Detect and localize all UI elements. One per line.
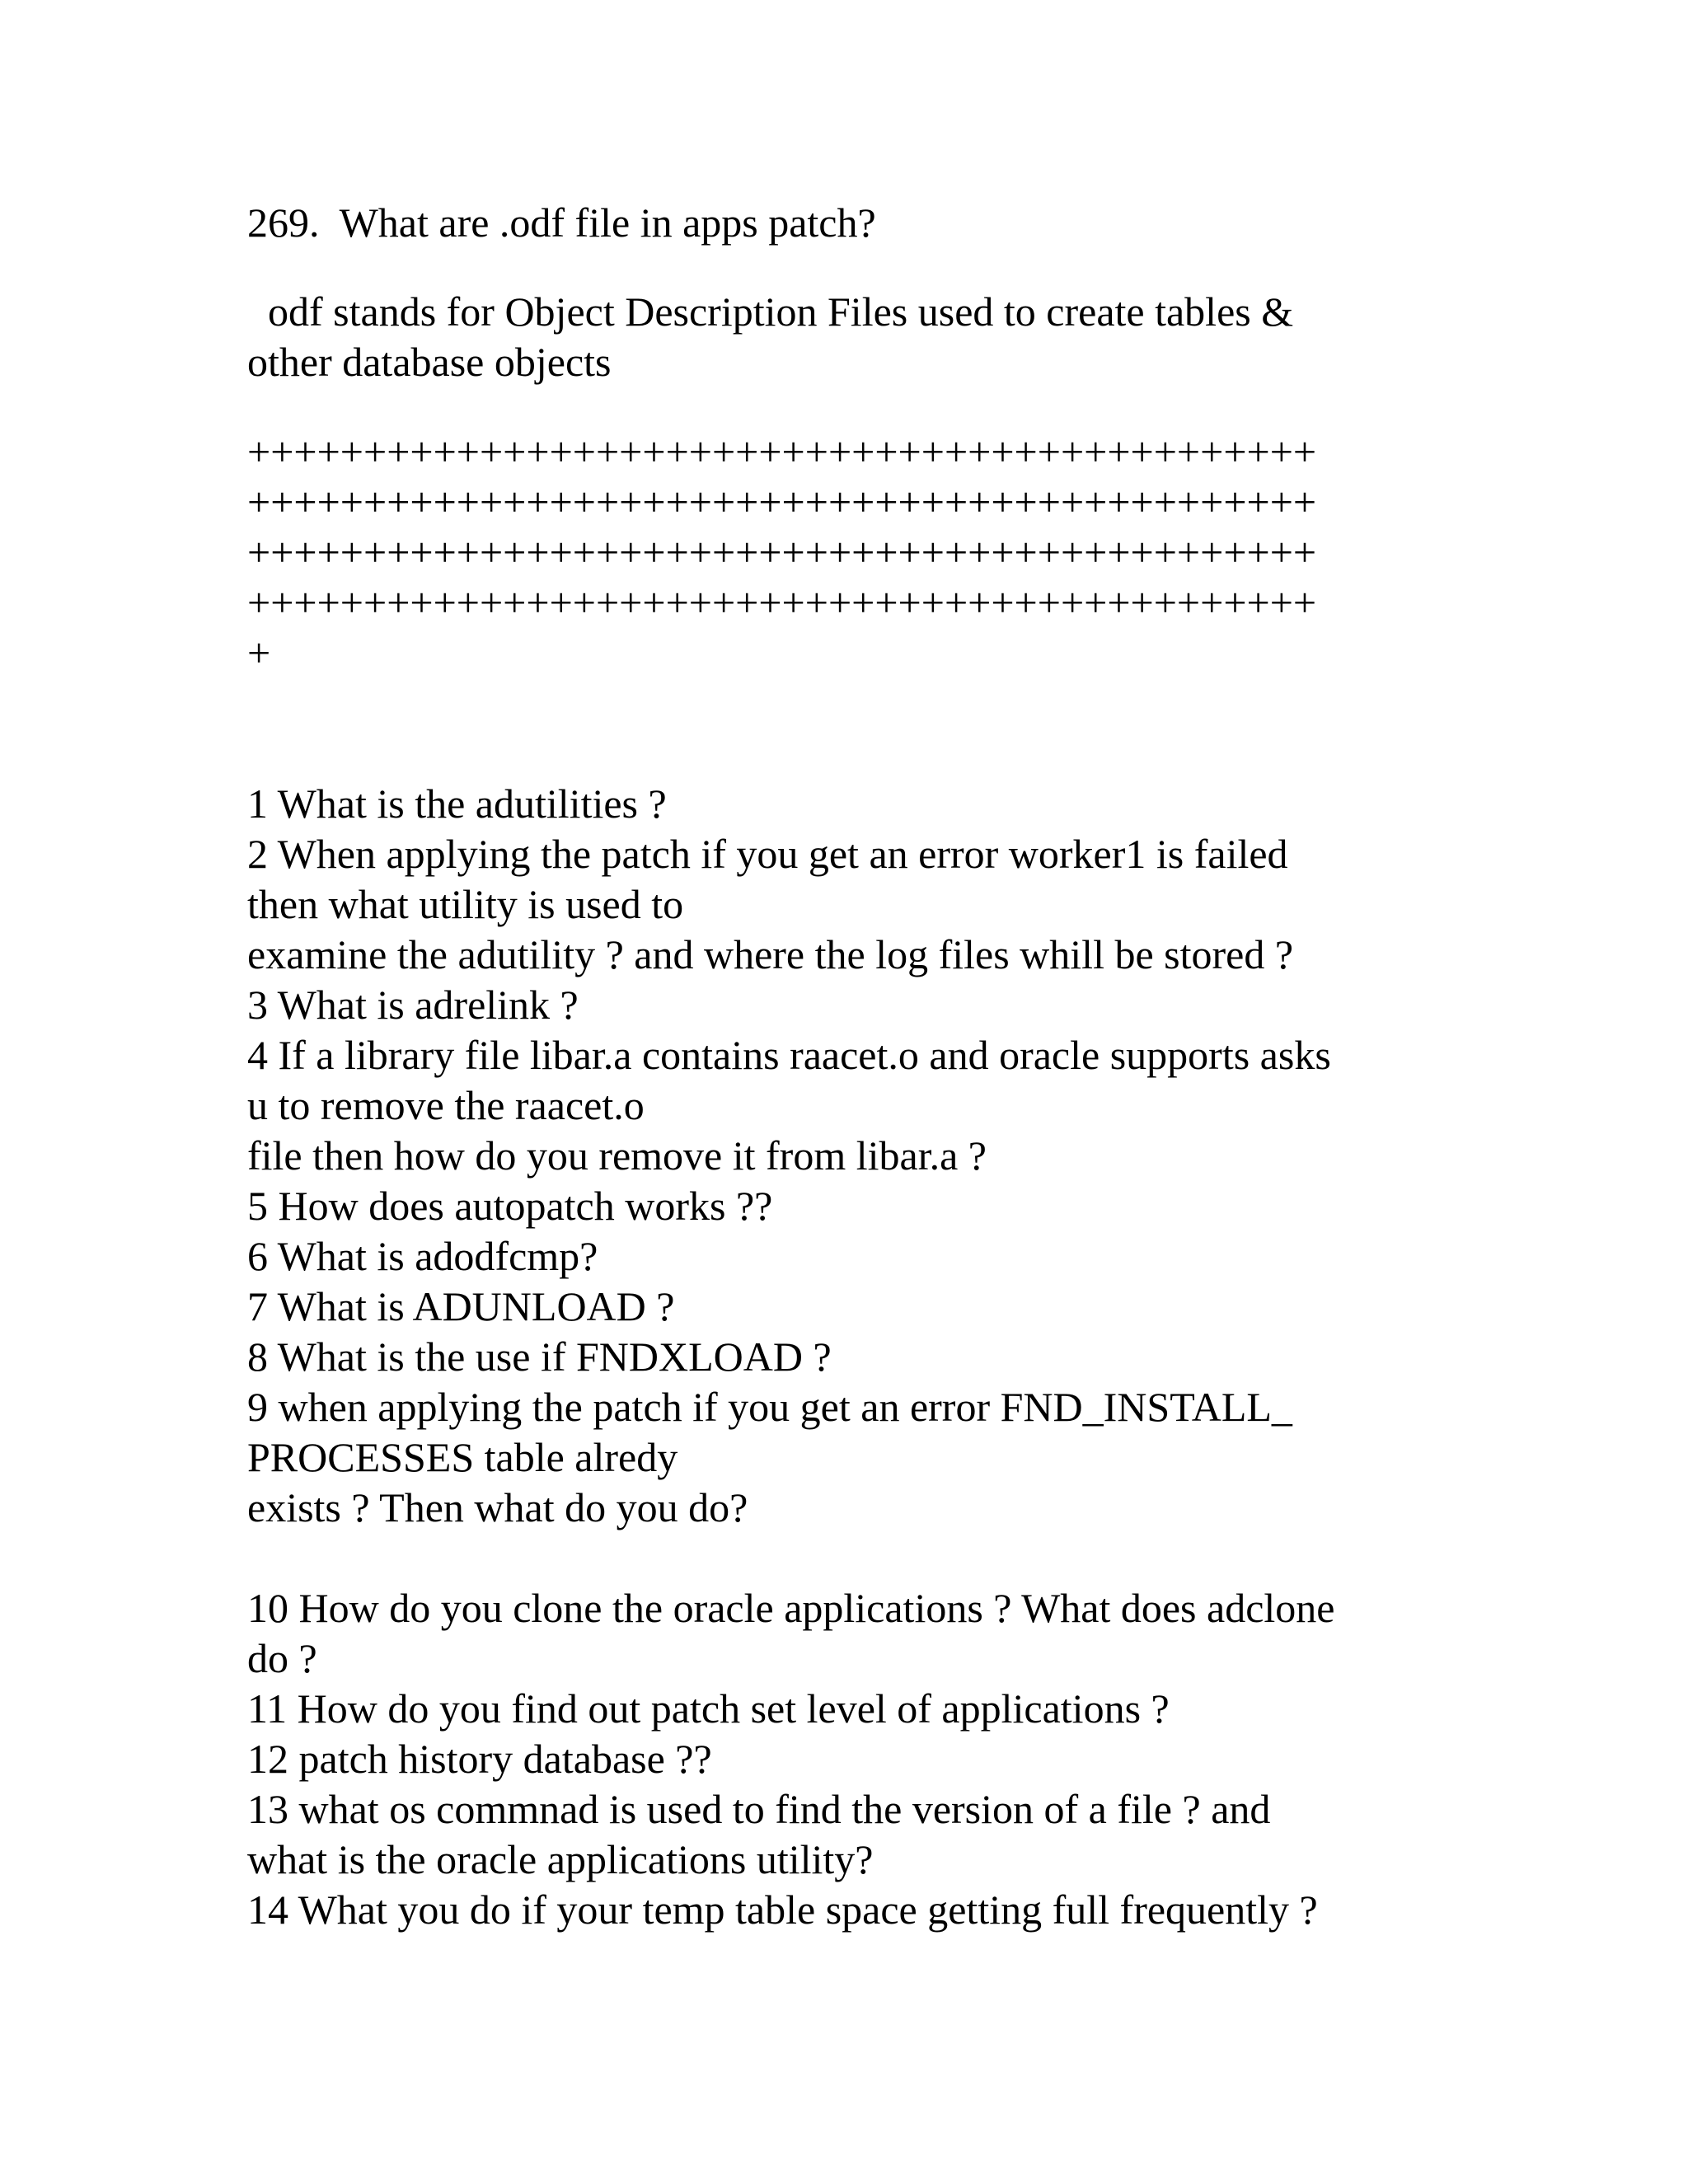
question-heading: 269. What are .odf file in apps patch? bbox=[247, 199, 876, 246]
question-line: 7 What is ADUNLOAD ? bbox=[247, 1283, 675, 1329]
question-line: 10 How do you clone the oracle applications ? What does adclone bbox=[247, 1585, 1335, 1631]
question-line: then what utility is used to bbox=[247, 881, 684, 927]
question-line: 8 What is the use if FNDXLOAD ? bbox=[247, 1333, 832, 1380]
question-line: 6 What is adodfcmp? bbox=[247, 1233, 598, 1279]
question-line: do ? bbox=[247, 1635, 317, 1681]
separator-line: ++++++++++++++++++++++++++++++++++++++++++++++ bbox=[247, 429, 1317, 475]
question-line: what is the oracle applications utility? bbox=[247, 1836, 874, 1882]
answer-line: other database objects bbox=[247, 339, 612, 385]
question-line: 9 when applying the patch if you get an error FND_INSTALL_ bbox=[247, 1384, 1292, 1430]
answer-paragraph bbox=[247, 287, 1467, 387]
question-line: 2 When applying the patch if you get an error worker1 is failed bbox=[247, 831, 1288, 877]
question-line: 5 How does autopatch works ?? bbox=[247, 1183, 773, 1229]
plus-separator bbox=[247, 427, 1484, 678]
question-line: 3 What is adrelink ? bbox=[247, 982, 579, 1028]
question-line: 11 How do you find out patch set level of applications ? bbox=[247, 1685, 1170, 1732]
question-line: 12 patch history database ?? bbox=[247, 1736, 712, 1782]
question-line: PROCESSES table alredy bbox=[247, 1434, 678, 1480]
question-line: 4 If a library file libar.a contains raacet.o and oracle supports asks bbox=[247, 1032, 1331, 1078]
question-line: examine the adutility ? and where the log files whill be stored ? bbox=[247, 931, 1294, 977]
separator-line: ++++++++++++++++++++++++++++++++++++++++++++++ bbox=[247, 479, 1317, 525]
question-line: u to remove the raacet.o bbox=[247, 1082, 645, 1128]
question-line: exists ? Then what do you do? bbox=[247, 1484, 748, 1530]
question-line: file then how do you remove it from libar.a ? bbox=[247, 1132, 987, 1179]
question-list bbox=[247, 779, 1484, 1935]
separator-line: ++++++++++++++++++++++++++++++++++++++++++++++ bbox=[247, 529, 1317, 575]
question-line: 13 what os commnad is used to find the version of a file ? and bbox=[247, 1786, 1271, 1832]
separator-line: ++++++++++++++++++++++++++++++++++++++++++++++ bbox=[247, 579, 1317, 626]
blank-line bbox=[247, 1533, 1484, 1583]
question-line: 14 What you do if your temp table space getting full frequently ? bbox=[247, 1886, 1318, 1933]
answer-line: odf stands for Object Description Files used to create tables & bbox=[247, 288, 1294, 335]
question-line: 1 What is the adutilities ? bbox=[247, 780, 667, 827]
separator-line: + bbox=[247, 630, 271, 676]
